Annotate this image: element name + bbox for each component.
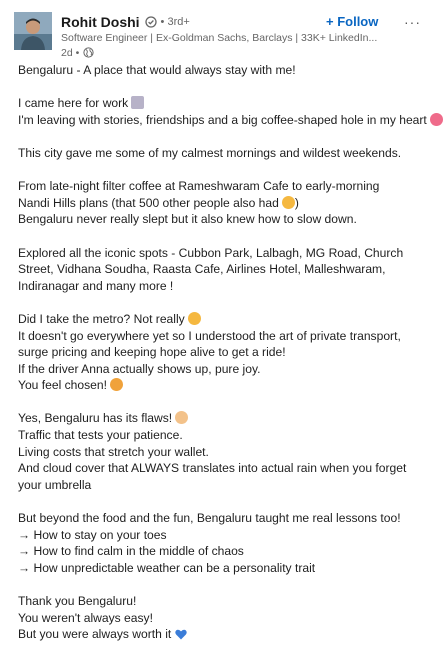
post-line: And cloud cover that ALWAYS translates into actual rain when you forget your umbrella [18,461,407,492]
post-line: But you were always worth it [18,626,414,645]
shrug-emoji-icon [175,411,188,424]
more-options-button[interactable]: ··· [404,14,421,30]
laughing-emoji-icon [282,196,295,209]
smile-emoji-icon [110,378,123,391]
post-line: Did I take the metro? Not really [18,311,414,328]
author-name[interactable]: Rohit Doshi [61,14,140,30]
post-line: Bengaluru never really slept but it also knew how to slow down. [18,212,357,227]
post-body [18,62,427,645]
post-line: If the driver Anna actually shows up, pure joy. [18,361,261,376]
author-headline: Software Engineer | Ex-Goldman Sachs, Barclays | 33K+ LinkedIn... [61,32,378,44]
person-laptop-emoji-icon [131,96,144,109]
post-time: 2d • [61,46,80,59]
post-time-row [61,46,321,59]
post-line: Living costs that stretch your wallet. [18,444,209,459]
grin-emoji-icon [188,312,201,325]
post-line: Explored all the iconic spots - Cubbon Park, Lalbagh, MG Road, Church Street, Vidhana Soudha, Raasta Cafe, Airlines Hotel, Malleshwaram, Indiranagar and many more ! [18,245,404,293]
post-header [14,12,421,59]
post-line: I came here for work [18,95,414,112]
post-line: Yes, Bengaluru has its flaws! [18,410,414,427]
person-avatar-icon [14,12,52,50]
post-line: This city gave me some of my calmest mornings and wildest weekends. [18,145,402,160]
author-name-row [61,13,321,31]
globe-icon [83,47,94,58]
post-line: But beyond the food and the fun, Bengaluru taught me real lessons too! [18,511,401,526]
post-line: It doesn't go everywhere yet so I understood the art of private transport, surge pricing and keeping hope alive to get a ride! [18,328,401,360]
connection-degree: • 3rd+ [160,16,190,28]
heart-emoji-icon [430,113,443,126]
post-line: From late-night filter coffee at Rameshwaram Cafe to early-morning Nandi Hills plans (that 500 other people also had ) [18,179,380,210]
post-line: → How to find calm in the middle of chaos [18,544,244,559]
blue-heart-icon [175,628,187,645]
verified-icon [145,16,157,28]
post-line: Thank you Bengaluru! [18,594,137,608]
post-line: Bengaluru - A place that would always stay with me! [18,63,296,77]
post-line: Traffic that tests your patience. [18,428,183,443]
author-avatar[interactable] [14,12,52,50]
post-line: You weren't always easy! [18,610,153,625]
follow-button[interactable]: + Follow [326,14,379,29]
post-line: → How to stay on your toes [18,527,167,542]
post-line: I'm leaving with stories, friendships and a big coffee-shaped hole in my heart [18,112,414,129]
post-line: You feel chosen! [18,377,414,394]
post-line: → How unpredictable weather can be a personality trait [18,560,316,575]
